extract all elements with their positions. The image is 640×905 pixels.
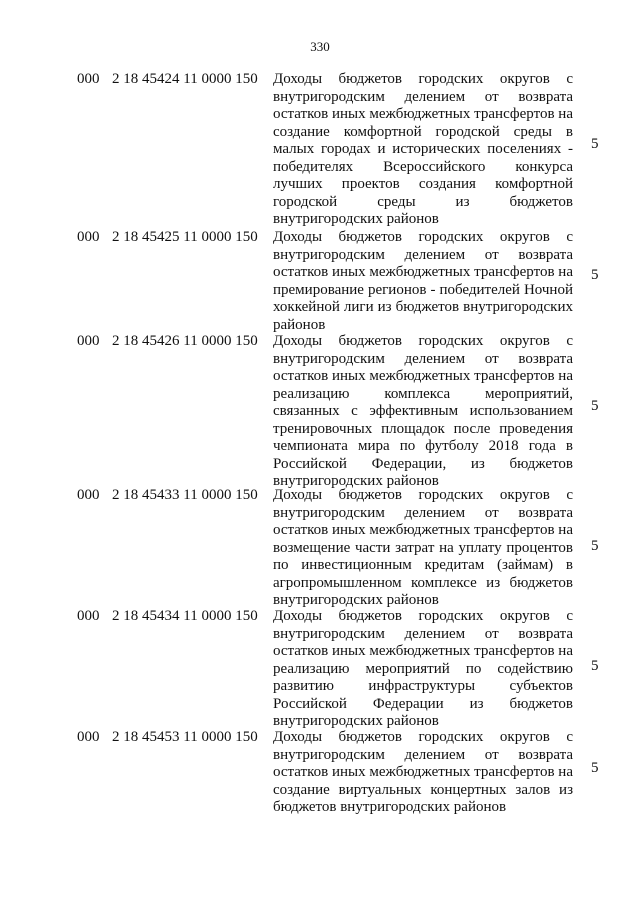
income-description: Доходы бюджетов городских округов с внутригородским делением от возврата остатков иных межбюджетных трансфертов на реализацию комплекса мероприятий, связанных с эффективным использованием тренировочных площадок после проведения чемпионата мира по футболу 2018 года в Российской Федерации, из бюджетов внутригородских районов xyxy=(273,333,573,489)
income-description: Доходы бюджетов городских округов с внутригородским делением от возврата остатков иных межбюджетных трансфертов на возмещение части затрат на уплату процентов по инвестиционным кредитам (займам) в агропромышленном комплексе из бюджетов внутригородских районов xyxy=(273,487,573,608)
admin-code: 000 xyxy=(77,229,100,245)
income-description: Доходы бюджетов городских округов с внутригородским делением от возврата остатков иных межбюджетных трансфертов на реализацию мероприятий по содействию развитию инфраструктуры субъектов Российской Федерации из бюджетов внутригородских районов xyxy=(273,608,573,729)
admin-code: 000 xyxy=(77,333,100,349)
admin-code: 000 xyxy=(77,487,100,503)
column-value: 5 xyxy=(591,136,599,152)
admin-code: 000 xyxy=(77,729,100,745)
column-value: 5 xyxy=(591,538,599,554)
column-value: 5 xyxy=(591,398,599,414)
budget-classification-code: 2 18 45425 11 0000 150 xyxy=(112,229,258,245)
page-number: 330 xyxy=(310,39,330,54)
column-value: 5 xyxy=(591,267,599,283)
admin-code: 000 xyxy=(77,71,100,87)
budget-classification-code: 2 18 45424 11 0000 150 xyxy=(112,71,258,87)
income-description: Доходы бюджетов городских округов с внутригородским делением от возврата остатков иных межбюджетных трансфертов на создание виртуальных концертных залов из бюджетов внутригородских районов xyxy=(273,729,573,815)
income-description: Доходы бюджетов городских округов с внутригородским делением от возврата остатков иных межбюджетных трансфертов на премирование регионов - победителей Ночной хоккейной лиги из бюджетов внутригородских районов xyxy=(273,229,573,333)
admin-code: 000 xyxy=(77,608,100,624)
column-value: 5 xyxy=(591,658,599,674)
column-value: 5 xyxy=(591,760,599,776)
income-description: Доходы бюджетов городских округов с внутригородским делением от возврата остатков иных межбюджетных трансфертов на создание комфортной городской среды в малых городах и исторических поселениях - победителях Всероссийского конкурса лучших проектов создания комфортной городской среды из бюджетов внутригородских районов xyxy=(273,71,573,227)
budget-classification-code: 2 18 45426 11 0000 150 xyxy=(112,333,258,349)
budget-classification-code: 2 18 45453 11 0000 150 xyxy=(112,729,258,745)
budget-classification-code: 2 18 45434 11 0000 150 xyxy=(112,608,258,624)
budget-classification-code: 2 18 45433 11 0000 150 xyxy=(112,487,258,503)
